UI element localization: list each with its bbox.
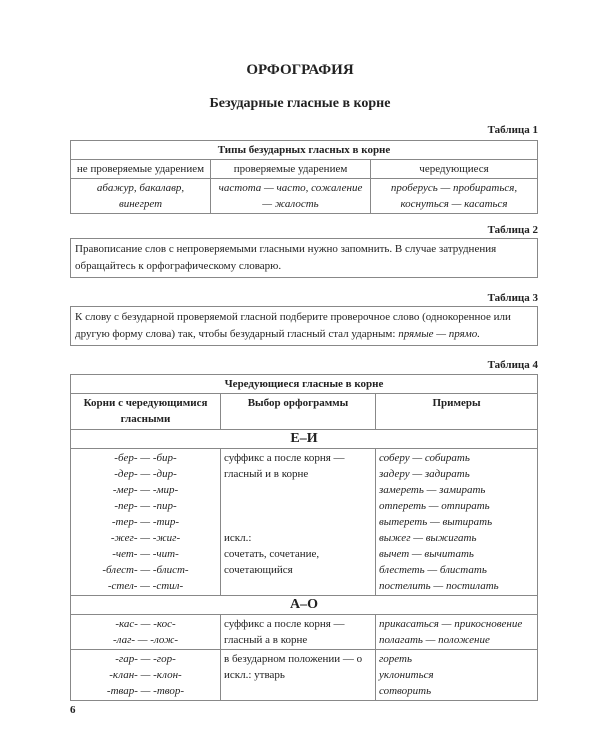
rule-cell xyxy=(221,449,376,596)
examples-line: полагать — положение xyxy=(379,634,490,646)
roots-line: -мер- — -мир- xyxy=(112,484,179,496)
table3-label: Таблица 3 xyxy=(487,292,538,304)
examples-line: блестеть — блистать xyxy=(379,564,487,576)
rule-cell xyxy=(221,650,376,701)
rule-line xyxy=(224,578,372,594)
examples-line: гореть xyxy=(379,653,412,665)
rule-line: сочетать, сочетание, xyxy=(224,548,320,560)
section-row: А–О xyxy=(71,596,538,615)
roots-line: -блест- — -блист- xyxy=(102,564,189,576)
page-number: 6 xyxy=(70,704,76,716)
examples-line: задеру — задирать xyxy=(379,468,470,480)
roots-line: -чет- — -чит- xyxy=(112,548,179,560)
table4-header: Чередующиеся гласные в корне xyxy=(71,375,538,394)
rule-line: суффикс а после корня — xyxy=(224,618,345,630)
roots-line: -стел- — -стил- xyxy=(107,580,184,592)
examples-line: уклониться xyxy=(379,669,434,681)
cell: частота — часто, сожаление — жалость xyxy=(211,179,371,214)
table1 xyxy=(70,140,538,214)
col-header: не проверяемые ударением xyxy=(71,160,211,179)
cell: проберусь — пробираться, коснуться — касаться xyxy=(371,179,538,214)
examples-cell xyxy=(376,449,538,596)
table3-example: прямые — прямо. xyxy=(398,328,481,340)
table3-box xyxy=(70,306,538,346)
examples-line: вычет — вычитать xyxy=(379,548,474,560)
examples-cell xyxy=(376,615,538,650)
roots-line: -тер- — -тир- xyxy=(111,516,180,528)
examples-line: сотворить xyxy=(379,685,432,697)
roots-line: -гар- — -гор- xyxy=(115,653,176,665)
table3-text: К слову с безударной проверяемой гласной подберите проверочное слово (однокоренное или другую форму слова) так, чтобы безударный гласный стал ударным: xyxy=(75,311,511,340)
roots-line: -кас- — -кос- xyxy=(115,618,176,630)
examples-line: выжег — выжигать xyxy=(379,532,477,544)
table2-label: Таблица 2 xyxy=(487,224,538,236)
roots-line: -лаг- — -лож- xyxy=(112,634,179,646)
cell: абажур, бакалавр, винегрет xyxy=(71,179,211,214)
roots-line: -жег- — -жиг- xyxy=(110,532,181,544)
roots-cell xyxy=(71,449,221,596)
rule-line: сочетающийся xyxy=(224,564,293,576)
col-header: чередующиеся xyxy=(371,160,538,179)
table1-header: Типы безударных гласных в корне xyxy=(71,141,538,160)
rule-line xyxy=(224,498,372,514)
rule-line xyxy=(224,514,372,530)
col-header: Корни с чередующимися гласными xyxy=(71,394,221,430)
roots-line: -пер- — -пир- xyxy=(114,500,177,512)
rule-line: гласный и в корне xyxy=(224,468,309,480)
table4 xyxy=(70,374,538,701)
table2-text: Правописание слов с непроверяемыми гласными нужно запомнить. В случае затруднения обращайтесь к орфографическому словарю. xyxy=(70,238,538,278)
roots-line: -бер- — -бир- xyxy=(114,452,177,464)
section-title: Безударные гласные в корне xyxy=(209,96,391,111)
page-title: ОРФОГРАФИЯ xyxy=(246,62,354,78)
examples-line: соберу — собирать xyxy=(379,452,470,464)
examples-line: прикасаться — прикосновение xyxy=(379,618,523,630)
roots-cell xyxy=(71,650,221,701)
rule-line: в безударном положении — о xyxy=(224,653,363,665)
roots-cell xyxy=(71,615,221,650)
rule-line: гласный а в корне xyxy=(224,634,308,646)
table4-label: Таблица 4 xyxy=(487,359,538,371)
col-header: проверяемые ударением xyxy=(211,160,371,179)
examples-line: отпереть — отпирать xyxy=(379,500,490,512)
col-header: Выбор орфограммы xyxy=(221,394,376,430)
col-header: Примеры xyxy=(376,394,538,430)
rule-line xyxy=(224,482,372,498)
rule-cell xyxy=(221,615,376,650)
rule-line xyxy=(224,683,372,699)
examples-line: постелить — постилать xyxy=(379,580,499,592)
rule-line: искл.: xyxy=(224,532,252,544)
examples-line: вытереть — вытирать xyxy=(379,516,493,528)
roots-line: -твар- — -твор- xyxy=(106,685,185,697)
examples-line: замереть — замирать xyxy=(379,484,486,496)
examples-cell xyxy=(376,650,538,701)
table1-label: Таблица 1 xyxy=(487,124,538,136)
rule-line: искл.: утварь xyxy=(224,669,285,681)
section-row: Е–И xyxy=(71,430,538,449)
roots-line: -клан- — -клон- xyxy=(109,669,182,681)
rule-line: суффикс а после корня — xyxy=(224,452,345,464)
roots-line: -дер- — -дир- xyxy=(114,468,177,480)
